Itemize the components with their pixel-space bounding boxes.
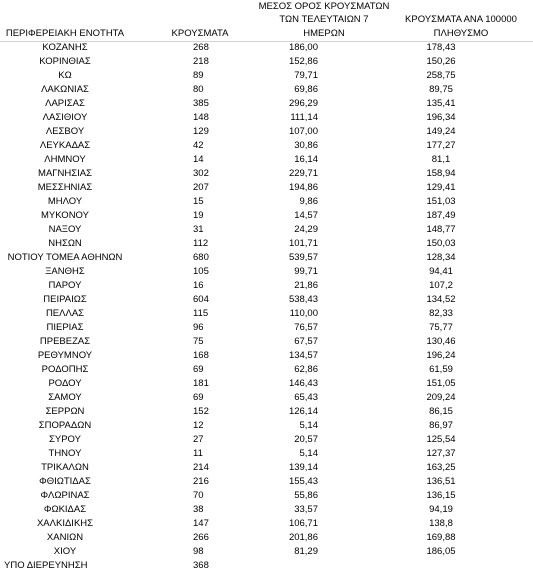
- table-row: [0, 181, 533, 195]
- table-row: [0, 447, 533, 461]
- table-row: [0, 489, 533, 503]
- region-cell: ΛΗΜΝΟΥ: [44, 154, 86, 165]
- region-cell: ΣΑΜΟΥ: [48, 392, 82, 403]
- table-row: [0, 167, 533, 181]
- cases-cell: 14: [193, 154, 204, 165]
- table-row: [0, 545, 533, 559]
- cases-cell: 42: [193, 140, 204, 151]
- table-row: [0, 223, 533, 237]
- avg7-cell: 99,71: [294, 266, 318, 277]
- avg7-cell: 229,71: [288, 168, 318, 179]
- per100k-cell: 169,88: [426, 532, 456, 543]
- cases-cell: 112: [193, 238, 209, 249]
- cases-cell: 268: [193, 42, 209, 53]
- per100k-cell: 150,26: [426, 56, 456, 67]
- avg7-cell: 33,57: [294, 504, 318, 515]
- avg7-cell: 55,86: [294, 490, 318, 501]
- per100k-cell: 158,94: [426, 168, 456, 179]
- region-cell: ΤΡΙΚΑΛΩΝ: [41, 462, 89, 473]
- region-cell: ΛΑΚΩΝΙΑΣ: [41, 84, 89, 95]
- region-cell: ΠΕΙΡΑΙΩΣ: [43, 294, 87, 305]
- per100k-cell: 82,33: [429, 308, 453, 319]
- region-cell: ΡΟΔΟΠΗΣ: [41, 364, 89, 375]
- avg7-cell: 76,57: [294, 322, 318, 333]
- avg7-cell: 146,43: [288, 378, 318, 389]
- table-row: [0, 41, 533, 55]
- avg7-cell: 69,86: [294, 84, 318, 95]
- avg7-column-header-line2: ΤΩΝ ΤΕΛΕΥΤΑΙΩΝ 7: [279, 14, 369, 25]
- avg7-cell: 81,29: [294, 546, 318, 557]
- table-row: [0, 195, 533, 209]
- table-header: [0, 0, 533, 41]
- per100k-cell: 129,41: [426, 182, 456, 193]
- region-cell: ΦΘΙΩΤΙΔΑΣ: [39, 476, 91, 487]
- avg7-cell: [250, 559, 318, 573]
- region-cell: ΥΠΟ ΔΙΕΡΕΥΝΗΣΗ: [4, 560, 88, 571]
- region-cell: ΛΕΣΒΟΥ: [45, 126, 85, 137]
- region-cell: ΠΡΕΒΕΖΑΣ: [39, 336, 91, 347]
- avg7-cell: 21,86: [294, 280, 318, 291]
- per100k-cell: 138,8: [429, 518, 453, 529]
- avg7-cell: 30,86: [294, 140, 318, 151]
- table-row: [0, 377, 533, 391]
- avg7-cell: 9,86: [299, 196, 318, 207]
- table-row: [0, 139, 533, 153]
- cases-cell: 152: [193, 406, 209, 417]
- per100k-cell: 86,15: [429, 406, 453, 417]
- cases-cell: 80: [193, 84, 204, 95]
- region-cell: ΠΙΕΡΙΑΣ: [46, 322, 84, 333]
- table-row: [0, 531, 533, 545]
- cases-cell: 368: [193, 560, 209, 571]
- table-row: [0, 433, 533, 447]
- avg7-cell: 186,00: [288, 42, 318, 53]
- region-cell: ΝΗΣΩΝ: [48, 238, 82, 249]
- region-cell: ΚΟΖΑΝΗΣ: [42, 42, 88, 53]
- cases-cell: 181: [193, 378, 209, 389]
- per100k-cell: 151,03: [426, 196, 456, 207]
- per100k-cell: 127,37: [426, 448, 456, 459]
- per100k-cell: 209,24: [426, 392, 456, 403]
- table-row: [0, 55, 533, 69]
- avg7-cell: 20,57: [294, 434, 318, 445]
- region-cell: ΜΑΓΝΗΣΙΑΣ: [38, 168, 92, 179]
- per100k-cell: 136,15: [426, 490, 456, 501]
- table-row: [0, 251, 533, 265]
- cases-column-header: ΚΡΟΥΣΜΑΤΑ: [171, 28, 229, 39]
- avg7-cell: 24,29: [294, 224, 318, 235]
- avg7-cell: 201,86: [288, 532, 318, 543]
- avg7-cell: 5,14: [299, 420, 318, 431]
- region-cell: ΧΑΝΙΩΝ: [46, 532, 84, 543]
- region-cell: ΣΥΡΟΥ: [49, 434, 81, 445]
- avg7-cell: 155,43: [288, 476, 318, 487]
- cases-cell: 12: [193, 420, 204, 431]
- table-row: [0, 265, 533, 279]
- region-cell: ΝΟΤΙΟΥ ΤΟΜΕΑ ΑΘΗΝΩΝ: [7, 252, 123, 263]
- cases-cell: 302: [193, 168, 209, 179]
- per100k-cell: 178,43: [426, 42, 456, 53]
- cases-cell: 105: [193, 266, 209, 277]
- region-cell: ΠΑΡΟΥ: [48, 280, 82, 291]
- region-cell: ΚΩ: [58, 70, 72, 81]
- avg7-cell: 111,14: [290, 112, 318, 123]
- cases-cell: 214: [193, 462, 209, 473]
- region-cell: ΝΑΞΟΥ: [48, 224, 82, 235]
- region-cell: ΧΑΛΚΙΔΙΚΗΣ: [36, 518, 94, 529]
- avg7-column-header-line3: ΗΜΕΡΩΝ: [303, 28, 345, 39]
- region-cell: ΧΙΟΥ: [53, 546, 77, 557]
- cases-cell: 168: [193, 350, 209, 361]
- per100k-cell: 151,05: [426, 378, 456, 389]
- per100k-cell: 186,05: [426, 546, 456, 557]
- per100k-cell: 86,97: [429, 420, 453, 431]
- table-row: [0, 503, 533, 517]
- avg7-cell: 139,14: [288, 462, 318, 473]
- avg7-cell: 5,14: [299, 448, 318, 459]
- per100k-column-header-line2: ΠΛΗΘΥΣΜΟ: [433, 28, 489, 39]
- per100k-cell: 196,34: [426, 112, 456, 123]
- table-row: [0, 321, 533, 335]
- cases-cell: 69: [193, 364, 204, 375]
- region-cell: ΜΗΛΟΥ: [47, 196, 83, 207]
- table-row: [0, 335, 533, 349]
- cases-cell: 69: [193, 392, 204, 403]
- avg7-cell: 538,43: [288, 294, 318, 305]
- avg7-cell: 296,29: [288, 98, 318, 109]
- region-cell: ΜΥΚΟΝΟΥ: [41, 210, 89, 221]
- per100k-cell: 135,41: [426, 98, 456, 109]
- cases-cell: 680: [193, 252, 209, 263]
- region-cell: ΤΗΝΟΥ: [48, 448, 82, 459]
- table-row: [0, 307, 533, 321]
- table-row: [0, 293, 533, 307]
- cases-cell: 218: [193, 56, 209, 67]
- table-row: [0, 461, 533, 475]
- cases-cell: 98: [193, 546, 204, 557]
- cases-cell: 266: [193, 532, 209, 543]
- table-row: [0, 237, 533, 251]
- per100k-cell: 258,75: [426, 70, 456, 81]
- per100k-cell: 134,52: [426, 294, 456, 305]
- per100k-cell: 177,27: [426, 140, 456, 151]
- per100k-cell: [401, 559, 481, 573]
- per100k-cell: 107,2: [429, 280, 453, 291]
- cases-cell: 89: [193, 70, 204, 81]
- cases-cell: 216: [193, 476, 209, 487]
- region-cell: ΛΕΥΚΑΔΑΣ: [39, 140, 91, 151]
- avg7-cell: 107,00: [288, 126, 318, 137]
- cases-cell: 31: [193, 224, 204, 235]
- cases-cell: 70: [193, 490, 204, 501]
- table-row: [0, 279, 533, 293]
- per100k-cell: 148,77: [426, 224, 456, 235]
- table-row: [0, 475, 533, 489]
- per100k-cell: 94,19: [429, 504, 453, 515]
- cases-cell: 129: [193, 126, 209, 137]
- avg7-cell: 16,14: [294, 154, 318, 165]
- per100k-column-header-line1: ΚΡΟΥΣΜΑΤΑ ΑΝΑ 100000: [405, 14, 517, 25]
- avg7-cell: 67,57: [294, 336, 318, 347]
- per100k-cell: 125,54: [426, 434, 456, 445]
- region-cell: ΞΑΝΘΗΣ: [45, 266, 85, 277]
- table-row: [0, 209, 533, 223]
- per100k-cell: 149,24: [426, 126, 456, 137]
- region-cell: ΦΛΩΡΙΝΑΣ: [40, 490, 90, 501]
- per100k-cell: 61,59: [429, 364, 453, 375]
- table-row: [0, 111, 533, 125]
- cases-cell: 385: [193, 98, 209, 109]
- region-cell: ΛΑΡΙΣΑΣ: [45, 98, 85, 109]
- per100k-cell: 196,24: [426, 350, 456, 361]
- cases-cell: 27: [193, 434, 204, 445]
- per100k-cell: 94,41: [429, 266, 453, 277]
- avg7-cell: 110,00: [289, 308, 318, 319]
- cases-cell: 19: [193, 210, 204, 221]
- per100k-cell: 163,25: [426, 462, 456, 473]
- per100k-cell: 81,1: [431, 154, 451, 165]
- avg7-column-header-line1: ΜΕΣΟΣ ΟΡΟΣ ΚΡΟΥΣΜΑΤΩΝ: [258, 1, 390, 12]
- avg7-cell: 65,43: [294, 392, 318, 403]
- cases-cell: 96: [193, 322, 204, 333]
- per100k-cell: 136,51: [426, 476, 456, 487]
- avg7-cell: 194,86: [288, 182, 318, 193]
- cases-cell: 147: [193, 518, 209, 529]
- table-row: [0, 419, 533, 433]
- per100k-cell: 75,77: [429, 322, 453, 333]
- table-row: [0, 349, 533, 363]
- region-cell: ΡΟΔΟΥ: [48, 378, 82, 389]
- avg7-cell: 152,86: [288, 56, 318, 67]
- per100k-cell: 150,03: [426, 238, 456, 249]
- avg7-cell: 539,57: [288, 252, 318, 263]
- table-row: [0, 69, 533, 83]
- per100k-cell: 89,75: [429, 84, 453, 95]
- cases-cell: 207: [193, 182, 209, 193]
- cases-cell: 604: [193, 294, 209, 305]
- table-row: [0, 83, 533, 97]
- region-cell: ΛΑΣΙΘΙΟΥ: [42, 112, 88, 123]
- avg7-cell: 106,71: [288, 518, 318, 529]
- region-cell: ΡΕΘΥΜΝΟΥ: [37, 350, 93, 361]
- per100k-cell: 130,46: [426, 336, 456, 347]
- cases-cell: 115: [193, 308, 209, 319]
- region-cell: ΣΠΟΡΑΔΩΝ: [38, 420, 92, 431]
- per100k-cell: 187,49: [426, 210, 456, 221]
- table-row: [0, 97, 533, 111]
- avg7-cell: 126,14: [288, 406, 318, 417]
- avg7-cell: 62,86: [294, 364, 318, 375]
- avg7-cell: 14,57: [294, 210, 318, 221]
- region-cell: ΜΕΣΣΗΝΙΑΣ: [37, 182, 93, 193]
- per100k-cell: 128,34: [426, 252, 456, 263]
- table-row: [0, 153, 533, 167]
- table-row: [0, 559, 533, 573]
- cases-cell: 75: [193, 336, 204, 347]
- table-row: [0, 517, 533, 531]
- region-cell: ΠΕΛΛΑΣ: [45, 308, 85, 319]
- table-row: [0, 405, 533, 419]
- cases-cell: 15: [193, 196, 204, 207]
- region-cell: ΦΩΚΙΔΑΣ: [43, 504, 87, 515]
- cases-cell: 11: [193, 448, 203, 459]
- avg7-cell: 79,71: [294, 70, 318, 81]
- avg7-cell: 134,57: [288, 350, 318, 361]
- table-row: [0, 363, 533, 377]
- avg7-cell: 101,71: [288, 238, 318, 249]
- table-row: [0, 125, 533, 139]
- cases-cell: 148: [193, 112, 209, 123]
- region-cell: ΚΟΡΙΝΘΙΑΣ: [39, 56, 91, 67]
- cases-cell: 38: [193, 504, 204, 515]
- cases-cell: 16: [193, 280, 204, 291]
- region-column-header: ΠΕΡΙΦΕΡΕΙΑΚΗ ΕΝΟΤΗΤΑ: [5, 28, 125, 39]
- table-body: [0, 41, 533, 573]
- table-row: [0, 391, 533, 405]
- region-cell: ΣΕΡΡΩΝ: [45, 406, 85, 417]
